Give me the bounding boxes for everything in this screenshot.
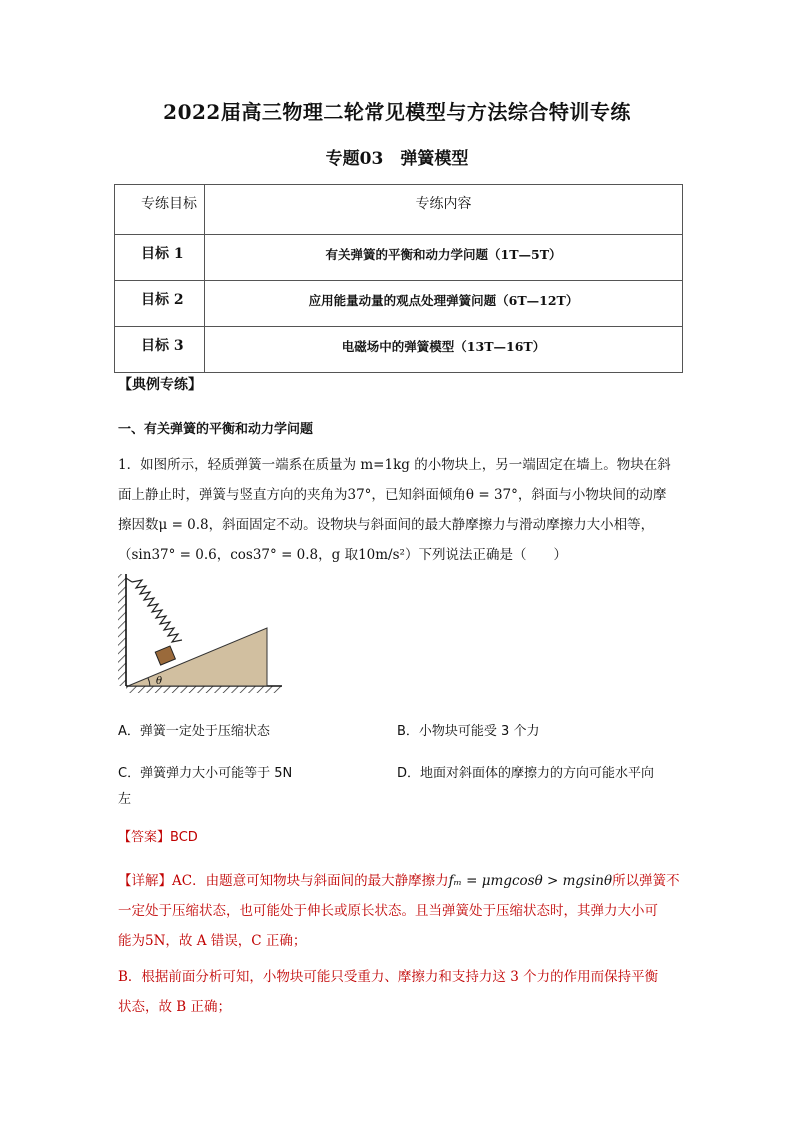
option-a: A．弹簧一定处于压缩状态 [118, 724, 270, 739]
detail-line [118, 866, 683, 896]
option-b: B．小物块可能受 3 个力 [397, 724, 540, 739]
question-line: 面上静止时，弹簧与竖直方向的夹角为37°，已知斜面倾角θ = 37°，斜面与小物块间的动摩 [118, 487, 667, 503]
option-c: C．弹簧弹力大小可能等于 5N [118, 766, 293, 781]
detail-text: 所以弹簧不 [612, 873, 680, 889]
document-title: 2022届高三物理二轮常见模型与方法综合特训专练 [163, 100, 631, 124]
small-block [155, 646, 175, 665]
table-row [115, 327, 683, 373]
table-row [115, 235, 683, 281]
topic-subtitle: 专题03 弹簧模型 [325, 149, 469, 169]
detail-paragraph-1 [118, 866, 683, 956]
header-goal: 专练目标 [115, 185, 205, 235]
detail-paragraph-2 [118, 962, 683, 1022]
detail-tag: 【详解】 [118, 873, 172, 889]
question-line: 擦因数μ = 0.8，斜面固定不动。设物块与斜面间的最大静摩擦力与滑动摩擦力大小相等， [118, 517, 655, 533]
goal-label: 目标 2 [115, 281, 205, 327]
incline-spring-figure [110, 568, 290, 694]
question-line: （sin37° = 0.6，cos37° = 0.8，g 取10m/s²）下列说法正确是（ ） [118, 547, 567, 563]
heading-1: 一、有关弹簧的平衡和动力学问题 [118, 422, 314, 437]
detail-text: AC．由题意可知物块与斜面间的最大静摩擦力 [172, 873, 449, 889]
goals-table [114, 184, 683, 373]
wall-hatch [118, 574, 126, 686]
answer-value: BCD [170, 830, 198, 845]
goal-label: 目标 3 [115, 327, 205, 373]
header-content: 专练内容 [205, 185, 683, 235]
theta-label: θ [156, 676, 163, 687]
detail-line: 一定处于压缩状态，也可能处于伸长或原长状态。且当弹簧处于压缩状态时，其弹力大小可 [118, 903, 658, 919]
ground-hatch [126, 686, 282, 693]
table-header-row [115, 185, 683, 235]
detail-line: B．根据前面分析可知，小物块可能只受重力、摩擦力和支持力这 3 个力的作用而保持平衡 [118, 969, 659, 985]
goal-label: 目标 1 [115, 235, 205, 281]
goal-content: 有关弹簧的平衡和动力学问题（1T—5T） [205, 235, 683, 281]
question-line: 1．如图所示，轻质弹簧一端系在质量为 m=1kg 的小物块上，另一端固定在墙上。物块在斜 [118, 457, 671, 473]
goal-content: 电磁场中的弹簧模型（13T—16T） [205, 327, 683, 373]
incline-block [128, 628, 267, 686]
answer-line [118, 826, 198, 845]
option-d: D．地面对斜面体的摩擦力的方向可能水平向 [397, 766, 655, 781]
detail-line: 能为5N，故 A 错误，C 正确； [118, 933, 307, 949]
table-row [115, 281, 683, 327]
friction-formula: fₘ = μmgcosθ > mgsinθ [448, 873, 613, 889]
detail-line: 状态，故 B 正确； [118, 999, 232, 1015]
section-title: 【典例专练】 [118, 377, 202, 393]
answer-tag: 【答案】 [118, 830, 171, 845]
option-d-wrap: 左 [118, 792, 132, 807]
question-1 [118, 450, 683, 570]
spring [126, 578, 182, 660]
goal-content: 应用能量动量的观点处理弹簧问题（6T—12T） [205, 281, 683, 327]
